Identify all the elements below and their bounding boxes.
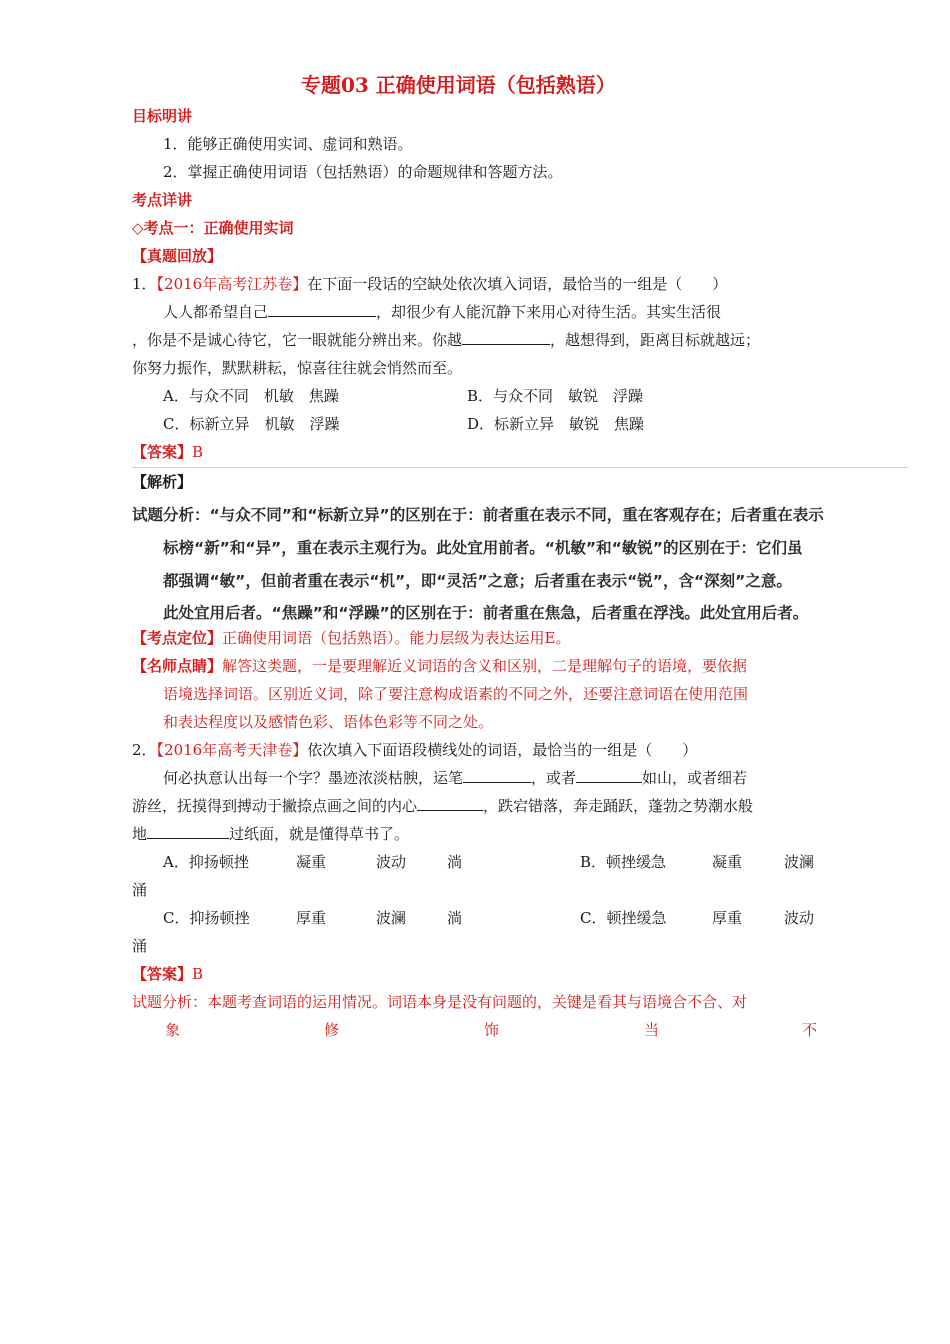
point-one-heading: ◇考点一：正确使用实词	[132, 219, 294, 237]
q2-option-c-label: C．抑扬顿挫	[163, 909, 250, 927]
teacher-tip-line-3: 和表达程度以及感情色彩、语体色彩等不同之处。	[163, 713, 494, 731]
q2-option-a-word-1: 凝重	[296, 853, 327, 871]
point-label: 【考点定位】	[132, 629, 223, 647]
fill-blank-1	[463, 766, 531, 783]
point-text: 正确使用词语（包括熟语）。能力层级为表达运用E。	[222, 629, 571, 647]
question-2-source: 【2016年高考天津卷】	[156, 741, 308, 759]
question-1-stem	[132, 272, 727, 296]
analysis-line-1: 试题分析：“与众不同”和“标新立异”的区别在于：前者重在表示不同，重在客观存在；后者重在表示	[132, 506, 824, 524]
fill-blank-1	[268, 300, 376, 317]
divider	[132, 467, 908, 468]
analysis-char: 不	[802, 1021, 818, 1039]
question-2-prompt: 依次填入下面语段横线处的词语，最恰当的一组是（ ）	[307, 741, 698, 759]
answer-value: B	[192, 965, 204, 983]
tip-label: 【名师点睛】	[132, 657, 223, 675]
analysis-char: 饰	[484, 1021, 500, 1039]
q2-option-d-word-1: 厚重	[712, 909, 743, 927]
option-a: A．与众不同 机敏 焦躁	[163, 387, 339, 405]
fill-blank-3	[417, 794, 483, 811]
page-title: 专题03 正确使用词语（包括熟语）	[301, 73, 616, 97]
question-1-passage-line-2	[132, 328, 760, 352]
analysis-char: 修	[324, 1021, 340, 1039]
fill-blank-2	[462, 328, 550, 345]
answer-value: B	[192, 443, 204, 461]
teacher-tip-line-2: 语境选择词语。区别近义词，除了要注意构成语素的不同之外，还要注意词语在使用范围	[163, 685, 749, 703]
question-1-passage-line-3: 你努力振作，默默耕耘，惊喜往往就会悄然而至。	[132, 359, 463, 377]
analysis-heading: 【解析】	[132, 473, 193, 491]
goal-item-1: 1．能够正确使用实词、虚词和熟语。	[163, 135, 413, 153]
question-2-passage-line-2	[132, 794, 753, 818]
q2-option-a-label: A．抑扬顿挫	[163, 853, 249, 871]
answer-label: 【答案】	[132, 443, 193, 461]
q2-option-d-word-3: 涌	[132, 937, 148, 955]
analysis-line-3: 都强调“敏”，但前者重在表示“机”，即“灵活”之意；后者重在表示“锐”，含“深刻”之意。	[163, 572, 792, 590]
passage-text: 何必执意认出每一个字？墨迹浓淡枯腴，运笔	[163, 769, 464, 787]
review-heading: 【真题回放】	[132, 247, 223, 265]
passage-text: 地	[132, 825, 148, 843]
goal-item-2: 2．掌握正确使用词语（包括熟语）的命题规律和答题方法。	[163, 163, 563, 181]
passage-text: 游丝，抚摸得到搏动于撇捺点画之间的内心	[132, 797, 418, 815]
option-b: B．与众不同 敏锐 浮躁	[467, 387, 644, 405]
q2-option-b-word-2: 波澜	[784, 853, 815, 871]
q2-option-b-word-3: 涌	[132, 881, 148, 899]
question-1-number: 1．	[132, 275, 157, 293]
q2-option-d-word-2: 波动	[784, 909, 815, 927]
question-2-passage-line-3	[132, 822, 409, 846]
points-heading: 考点详讲	[132, 191, 193, 209]
option-d: D．标新立异 敏锐 焦躁	[467, 415, 645, 433]
passage-text: ，越想得到，距离目标就越远；	[550, 331, 761, 349]
passage-text: 过纸面，就是懂得草书了。	[229, 825, 410, 843]
teacher-tip-line-1	[132, 654, 747, 678]
q2-option-a-word-2: 波动	[376, 853, 407, 871]
question-2-analysis-line-1: 试题分析：本题考查词语的运用情况。词语本身是没有问题的，关键是看其与语境合不合、对	[132, 993, 748, 1011]
point-location	[132, 626, 570, 650]
q2-option-c-word-3: 淌	[447, 909, 463, 927]
question-2-stem	[132, 738, 697, 762]
answer-label: 【答案】	[132, 965, 193, 983]
fill-blank-4	[147, 822, 229, 839]
option-c: C．标新立异 机敏 浮躁	[163, 415, 340, 433]
passage-text: 人人都希望自己	[163, 303, 269, 321]
goals-heading: 目标明讲	[132, 107, 193, 125]
fill-blank-2	[576, 766, 642, 783]
passage-text: ，跌宕错落，奔走踊跃，蓬勃之势潮水般	[483, 797, 754, 815]
question-2-number: 2．	[132, 741, 157, 759]
passage-text: 如山，或者细若	[642, 769, 748, 787]
q2-option-c-word-1: 厚重	[296, 909, 327, 927]
analysis-char: 当	[644, 1021, 660, 1039]
passage-text: ，却很少有人能沉静下来用心对待生活。其实生活很	[376, 303, 722, 321]
analysis-line-4: 此处宜用后者。“焦躁”和“浮躁”的区别在于：前者重在焦急，后者重在浮浅。此处宜用后者。	[163, 604, 809, 622]
q2-option-b-word-1: 凝重	[712, 853, 743, 871]
q2-option-c-word-2: 波澜	[376, 909, 407, 927]
tip-text: 解答这类题，一是要理解近义词语的含义和区别，二是理解句子的语境，要依据	[222, 657, 748, 675]
analysis-char: 象	[165, 1021, 181, 1039]
question-1-passage-line-1	[163, 300, 721, 324]
q2-option-a-word-3: 淌	[447, 853, 463, 871]
passage-text: ，你是不是诚心待它，它一眼就能分辨出来。你越	[132, 331, 463, 349]
question-2-answer	[132, 962, 203, 986]
q2-option-d-label: C．顿挫缓急	[580, 909, 667, 927]
question-2-passage-line-1	[163, 766, 747, 790]
analysis-line-2: 标榜“新”和“异”，重在表示主观行为。此处宜用前者。“机敏”和“敏锐”的区别在于：它们虽	[163, 539, 803, 557]
question-1-answer	[132, 440, 203, 464]
passage-text: ，或者	[531, 769, 577, 787]
q2-option-b-label: B．顿挫缓急	[580, 853, 667, 871]
question-1-source: 【2016年高考江苏卷】	[156, 275, 308, 293]
question-1-prompt: 在下面一段话的空缺处依次填入词语，最恰当的一组是（ ）	[307, 275, 728, 293]
